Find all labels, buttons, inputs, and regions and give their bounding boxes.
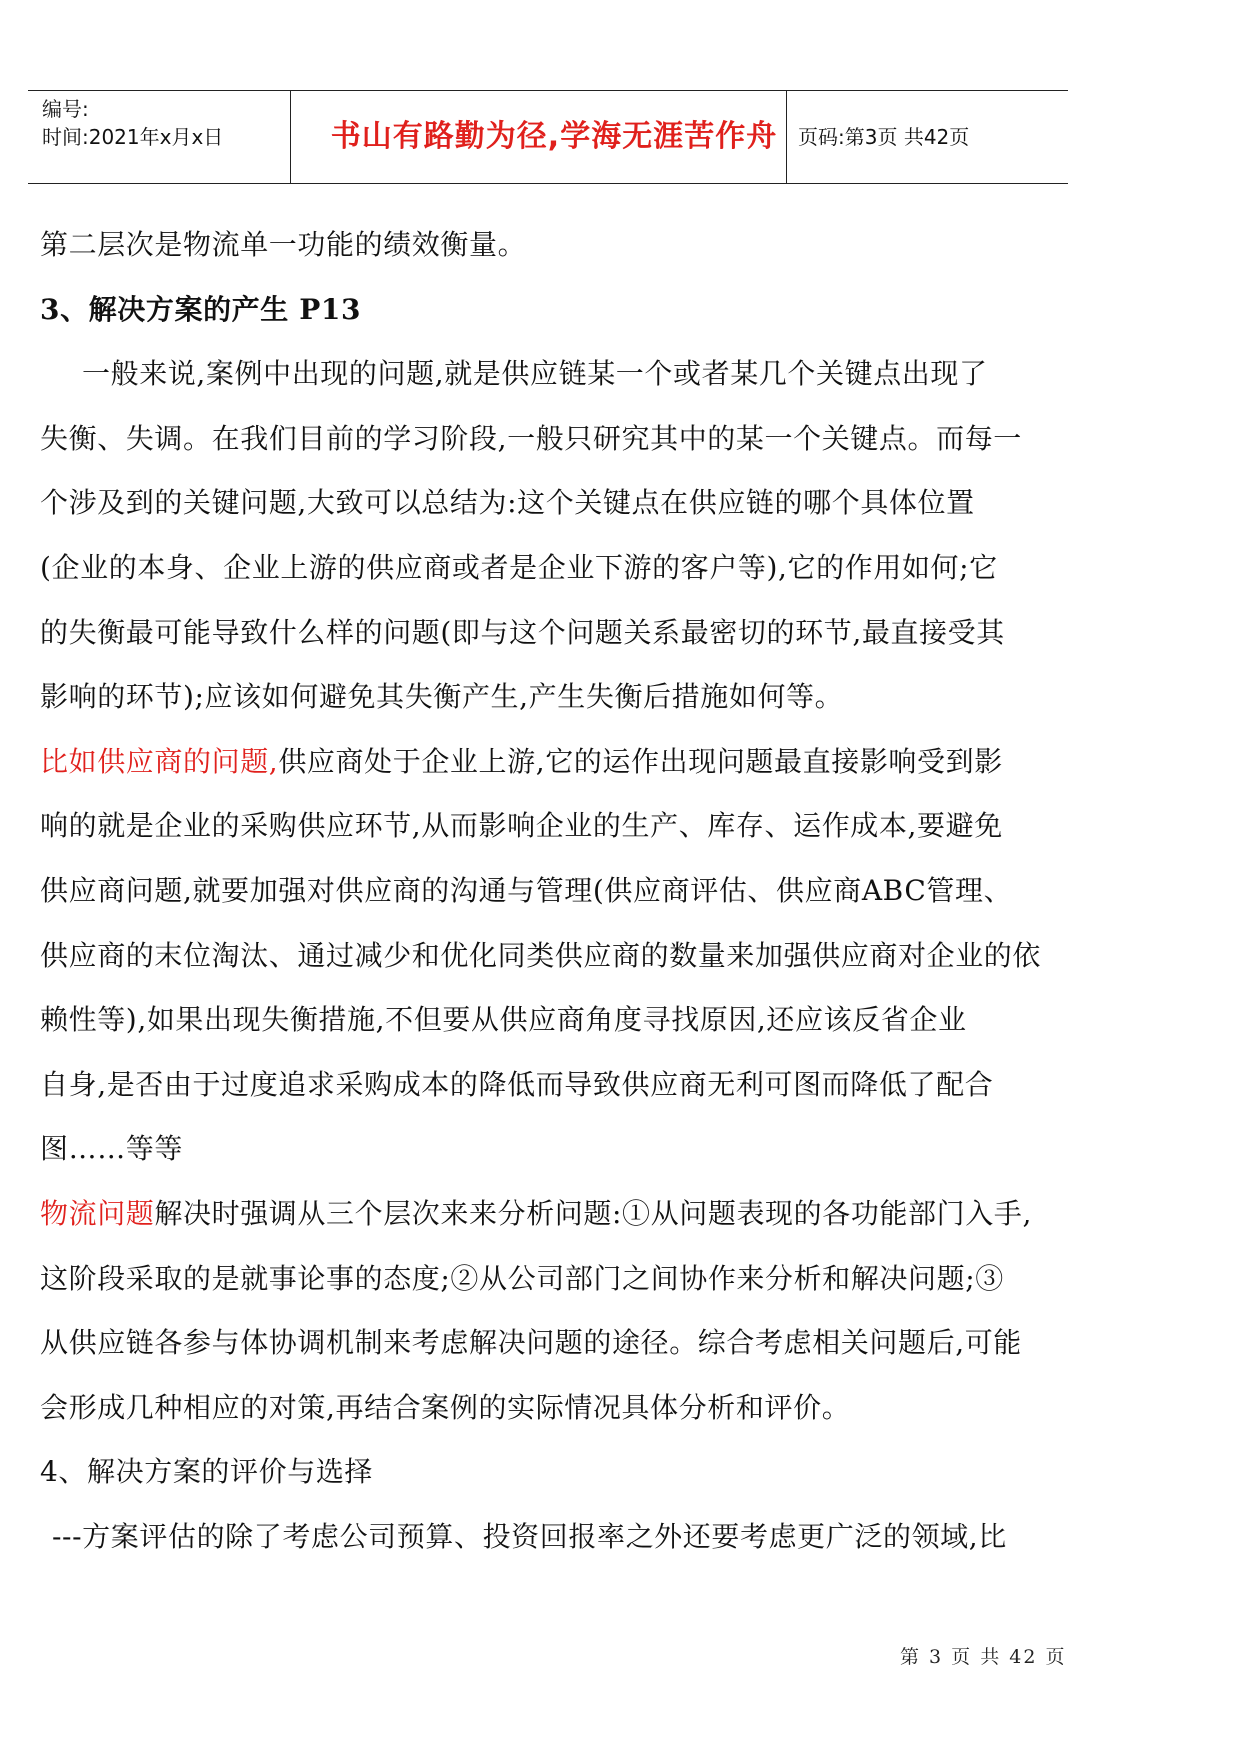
- paragraph-line: 失衡、失调。在我们目前的学习阶段,一般只研究其中的某一个关键点。而每一: [40, 421, 1022, 455]
- header-motto: 书山有路勤为径,学海无涯苦作舟: [330, 119, 778, 154]
- page-footer: 第 3 页 共 42 页: [900, 1646, 1067, 1668]
- highlight-logistics-problem: 物流问题: [40, 1196, 155, 1230]
- paragraph-line: 会形成几种相应的对策,再结合案例的实际情况具体分析和评价。: [40, 1390, 851, 1424]
- paragraph-line-text: 供应商处于企业上游,它的运作出现问题最直接影响受到影: [278, 744, 1003, 778]
- paragraph-line: 供应商问题,就要加强对供应商的沟通与管理(供应商评估、供应商ABC管理、: [40, 873, 1013, 907]
- highlight-supplier-example: 比如供应商的问题,: [40, 744, 279, 778]
- header-page-info: 页码:第3页 共42页: [798, 125, 970, 149]
- paragraph-line: [40, 730, 1070, 795]
- paragraph-line: 一般来说,案例中出现的问题,就是供应链某一个或者某几个关键点出现了: [82, 357, 988, 391]
- document-body: [40, 213, 1070, 1569]
- paragraph-line: 这阶段采取的是就事论事的态度;②从公司部门之间协作来分析和解决问题;③: [40, 1261, 1004, 1295]
- header-divider-left: [290, 91, 291, 183]
- header-number-label: 编号:: [42, 97, 89, 121]
- paragraph-line: 个涉及到的关键问题,大致可以总结为:这个关键点在供应链的哪个具体位置: [40, 486, 975, 520]
- section-heading-3: 3、解决方案的产生 P13: [40, 292, 362, 326]
- paragraph-line-text: 解决时强调从三个层次来来分析问题:①从问题表现的各功能部门入手,: [154, 1196, 1032, 1230]
- paragraph-line: 图……等等: [40, 1132, 184, 1166]
- paragraph-line: 第二层次是物流单一功能的绩效衡量。: [40, 228, 527, 261]
- paragraph-line: 供应商的末位淘汰、通过减少和优化同类供应商的数量来加强供应商对企业的依: [40, 938, 1042, 972]
- header-meta: [42, 95, 223, 151]
- paragraph-line: 影响的环节);应该如何避免其失衡产生,产生失衡后措施如何等。: [40, 680, 844, 714]
- paragraph-line: [40, 1182, 1070, 1247]
- section-heading-4: 4、解决方案的评价与选择: [40, 1455, 374, 1489]
- paragraph-line: 从供应链各参与体协调机制来考虑解决问题的途径。综合考虑相关问题后,可能: [40, 1326, 1022, 1360]
- header-divider-right: [786, 91, 787, 183]
- paragraph-line: 赖性等),如果出现失衡措施,不但要从供应商角度寻找原因,还应该反省企业: [40, 1003, 967, 1037]
- paragraph-line: (企业的本身、企业上游的供应商或者是企业下游的客户等),它的作用如何;它: [40, 550, 998, 584]
- header-time-label: 时间:2021年x月x日: [42, 125, 224, 149]
- paragraph-line: 的失衡最可能导致什么样的问题(即与这个问题关系最密切的环节,最直接受其: [40, 615, 1005, 649]
- paragraph-line: 自身,是否由于过度追求采购成本的降低而导致供应商无利可图而降低了配合: [40, 1067, 994, 1101]
- paragraph-line: 响的就是企业的采购供应环节,从而影响企业的生产、库存、运作成本,要避免: [40, 809, 1003, 843]
- page-header: [28, 90, 1068, 184]
- paragraph-line: ---方案评估的除了考虑公司预算、投资回报率之外还要考虑更广泛的领域,比: [52, 1519, 1007, 1553]
